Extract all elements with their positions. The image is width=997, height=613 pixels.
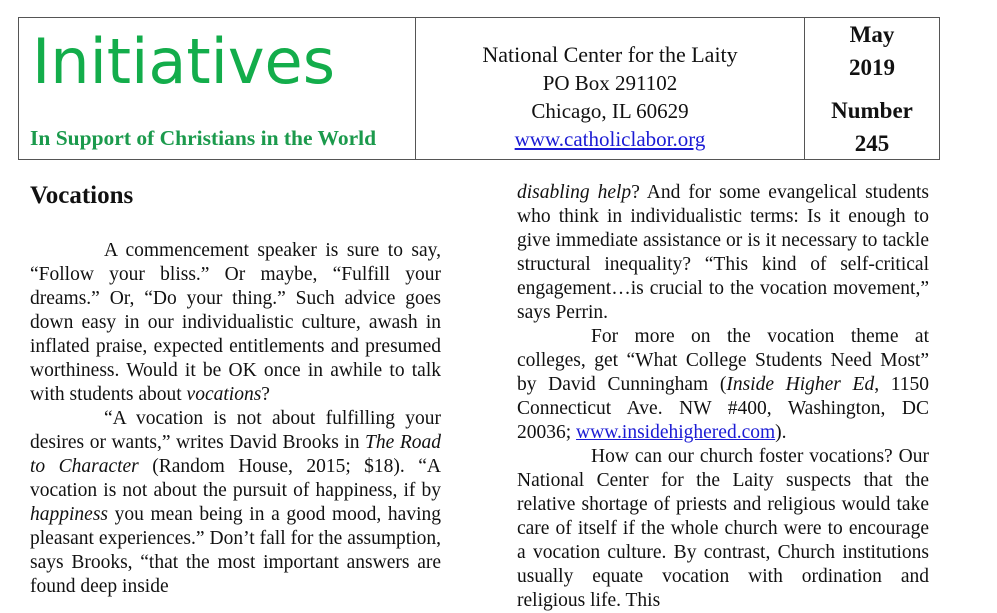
emphasis: disabling help: [517, 182, 632, 203]
newsletter-tagline: In Support of Christians in the World: [30, 126, 377, 150]
masthead-address-cell: [416, 18, 805, 159]
insidehighered-link[interactable]: www.insidehighered.com: [576, 422, 776, 443]
masthead-title-cell: [19, 18, 416, 159]
paragraph: [517, 325, 929, 445]
issue-number-label: Number: [831, 98, 913, 123]
emphasis: happiness: [30, 504, 108, 525]
city-state-zip: Chicago, IL 60629: [531, 99, 689, 123]
text: you mean being in a good mood, having pleasant experiences.” Don’t fall for the assumption, says Brooks, “that the most important answers are found deep inside: [30, 504, 441, 597]
text: ?: [261, 384, 270, 405]
text: (Random House, 2015; $18). “A vocation is not about the pursuit of happiness, if by: [30, 456, 441, 501]
issue-month: May: [849, 22, 895, 47]
publication-title: Inside Higher Ed: [726, 374, 875, 395]
website-link[interactable]: www.catholiclabor.org: [514, 127, 706, 151]
paragraph: [517, 181, 929, 325]
paragraph: How can our church foster vocations? Our National Center for the Laity suspects that the relative shortage of priests and religious would take care of itself if the whole church were to encourage a vocation culture. By contrast, Church institutions usually equate vocation with ordination and religious life. This: [517, 446, 929, 611]
text: ).: [775, 422, 787, 443]
right-column: [517, 181, 929, 613]
text: For more on the vocation theme at colleges, get “What College Students Need Most” by David Cunningham (: [517, 326, 929, 395]
article-title: Vocations: [30, 182, 134, 209]
issue-number: 245: [854, 131, 890, 156]
newsletter-logo: Initiatives: [32, 25, 336, 98]
text: ? And for some evangelical students who think in individualistic terms: Is it enough to give immediate assistance or is it necessary to tackle structural inequality? “This kind of self-critical engagement…is crucial to the vocation movement,” says Perrin.: [517, 182, 929, 323]
text: “A vocation is not about fulfilling your desires or wants,” writes David Brooks in: [30, 408, 441, 453]
paragraph: [30, 239, 441, 407]
po-box: PO Box 291102: [542, 71, 678, 95]
masthead-issue-cell: [805, 18, 939, 159]
text: , 1150 Connecticut Ave. NW #400, Washington, DC 20036;: [517, 374, 930, 443]
masthead: [18, 17, 940, 160]
left-column: [30, 239, 441, 599]
book-title: The Road to Character: [30, 432, 442, 477]
paragraph: [30, 407, 441, 599]
organization-name: National Center for the Laity: [482, 42, 738, 67]
issue-year: 2019: [849, 55, 895, 80]
text: A commencement speaker is sure to say, “Follow your bliss.” Or maybe, “Fulfill your dreams.” Or, “Do your thing.” Such advice goes down easy in our individualistic culture, awash in inflated praise, expected entitlements and presumed worthiness. Would it be OK once in awhile to talk with students about: [30, 240, 441, 405]
emphasis: vocations: [186, 384, 262, 405]
